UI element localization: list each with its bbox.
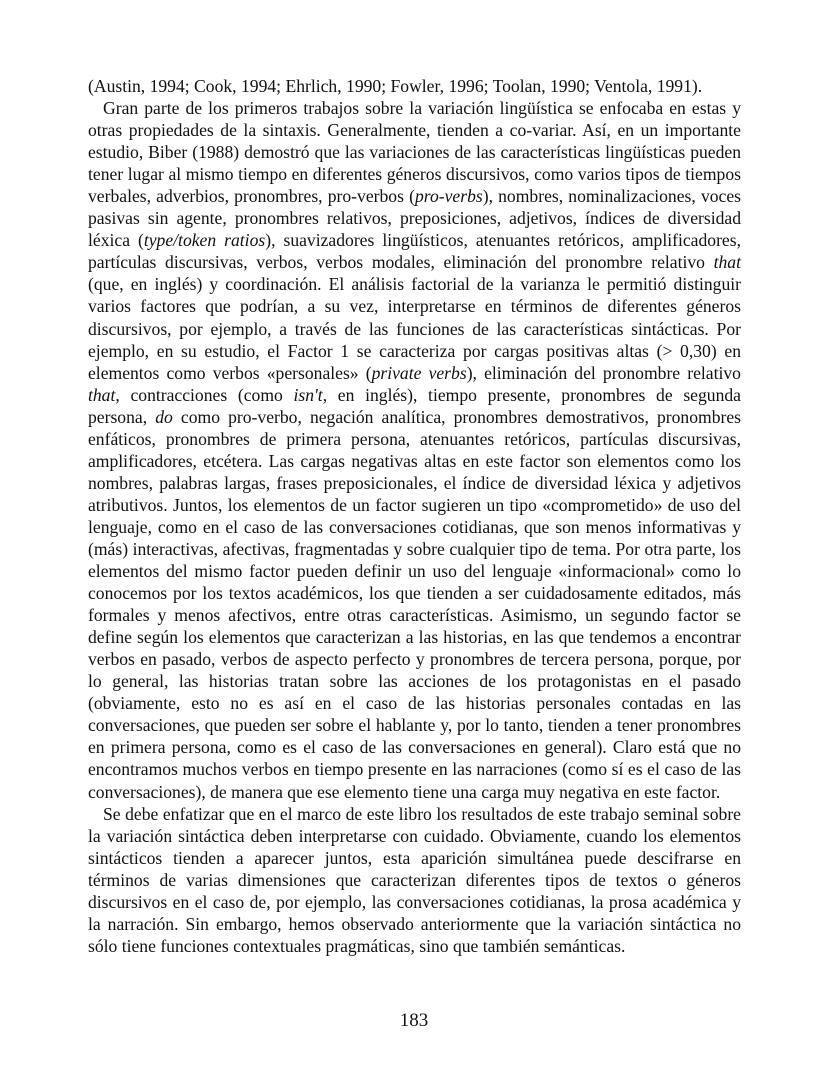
paragraph-citations [88,75,741,97]
paragraph-interpretation [88,803,741,957]
italic-term: do [155,406,173,427]
text-segment: ), nombres, nominalizaciones, voces pasivas sin agente, pronombres relativos, preposiciones, adjetivos, índices de diversidad léxica ( [88,186,742,251]
paragraph-biber-study [88,97,741,803]
italic-term: pro-verbs [414,186,483,207]
text-segment: Gran parte de los primeros trabajos sobre la variación lingüística se enfocaba en estas y otras propiedades de la sintaxis. Generalmente, tienden a co-variar. Así, en un importante estudio, Biber (1988) demostró que las variaciones de las características lingüísticas pueden tener lugar al mismo tiempo en diferentes géneros discursivos, como varios tipos de tiempos verbales, adverbios, pronombres, pro-verbos ( [88,98,741,207]
page-number: 183 [399,1010,429,1031]
text-segment: ), suavizadores lingüísticos, atenuantes retóricos, amplificadores, partículas discursivas, verbos, verbos modales, eliminación del pronombre relativo [88,230,741,273]
text-segment: (Austin, 1994; Cook, 1994; Ehrlich, 1990; Fowler, 1996; Toolan, 1990; Ventola, 1991). [88,76,703,96]
text-segment: ), eliminación del pronombre relativo [466,362,741,383]
text-segment: (que, en inglés) y coordinación. El análisis factorial de la varianza le permitió distinguir varios factores que podrían, a su vez, interpretarse en términos de diferentes géneros discursivos, por ejemplo, a través de las funciones de las características sintácticas. Por ejemplo, en su estudio, el Factor 1 se caracteriza por cargas positivas altas (> 0,30) en elementos como verbos «personales» ( [88,274,741,383]
page-body [88,75,741,957]
text-segment: , en inglés), tiempo presente, pronombres de segunda persona, [88,384,741,427]
italic-term: that [713,252,741,273]
text-segment: como pro-verbo, negación analítica, pronombres demostrativos, pronombres enfáticos, pronombres de primera persona, atenuantes retóricos, partículas discursivas, amplificadores, etcétera. Las cargas negativas altas en este factor son elementos como los nombres, palabras largas, frases preposicionales, el índice de diversidad léxica y adjetivos atributivos. Juntos, los elementos de un factor sugieren un tipo «comprometido» de uso del lenguaje, como en el caso de las conversaciones cotidianas, que son menos informativas y (más) interactivas, afectivas, fragmentadas y sobre cualquier tipo de tema. Por otra parte, los elementos del mismo factor pueden definir un uso del lenguaje «informacional» como lo conocemos por los textos académicos, los que tienden a ser cuidadosamente editados, más formales y menos afectivos, entre otras características. Asimismo, un segundo factor se define según los elementos que caracterizan a las historias, en las que tendemos a encontrar verbos en pasado, verbos de aspecto perfecto y pronombres de tercera persona, porque, por lo general, las historias tratan sobre las acciones de los protagonistas en el pasado (obviamente, esto no es así en el caso de las historias personales contadas en las conversaciones, que pueden ser sobre el hablante y, por lo tanto, tienden a tener pronombres en primera persona, como es el caso de las conversaciones en general). Claro está que no encontramos muchos verbos en tiempo presente en las narraciones (como sí es el caso de las conversaciones), de manera que ese elemento tiene una carga muy negativa en este factor. [88,406,742,802]
italic-term: private verbs [371,362,467,383]
text-segment: Se debe enfatizar que en el marco de este libro los resultados de este trabajo seminal sobre la variación sintáctica deben interpretarse con cuidado. Obviamente, cuando los elementos sintácticos tienden a aparecer juntos, esta aparición simultánea puede descifrarse en términos de varias dimensiones que caracterizan diferentes tipos de textos o géneros discursivos en el caso de, por ejemplo, las conversaciones cotidianas, la prosa académica y la narración. Sin embargo, hemos observado anteriormente que la variación sintáctica no sólo tiene funciones contextuales pragmáticas, sino que también semánticas. [88,803,741,956]
text-segment: , contracciones (como [115,384,294,405]
italic-term: that [88,384,116,405]
italic-term: isn't [293,384,323,405]
italic-term: type/token ratios [143,230,266,251]
